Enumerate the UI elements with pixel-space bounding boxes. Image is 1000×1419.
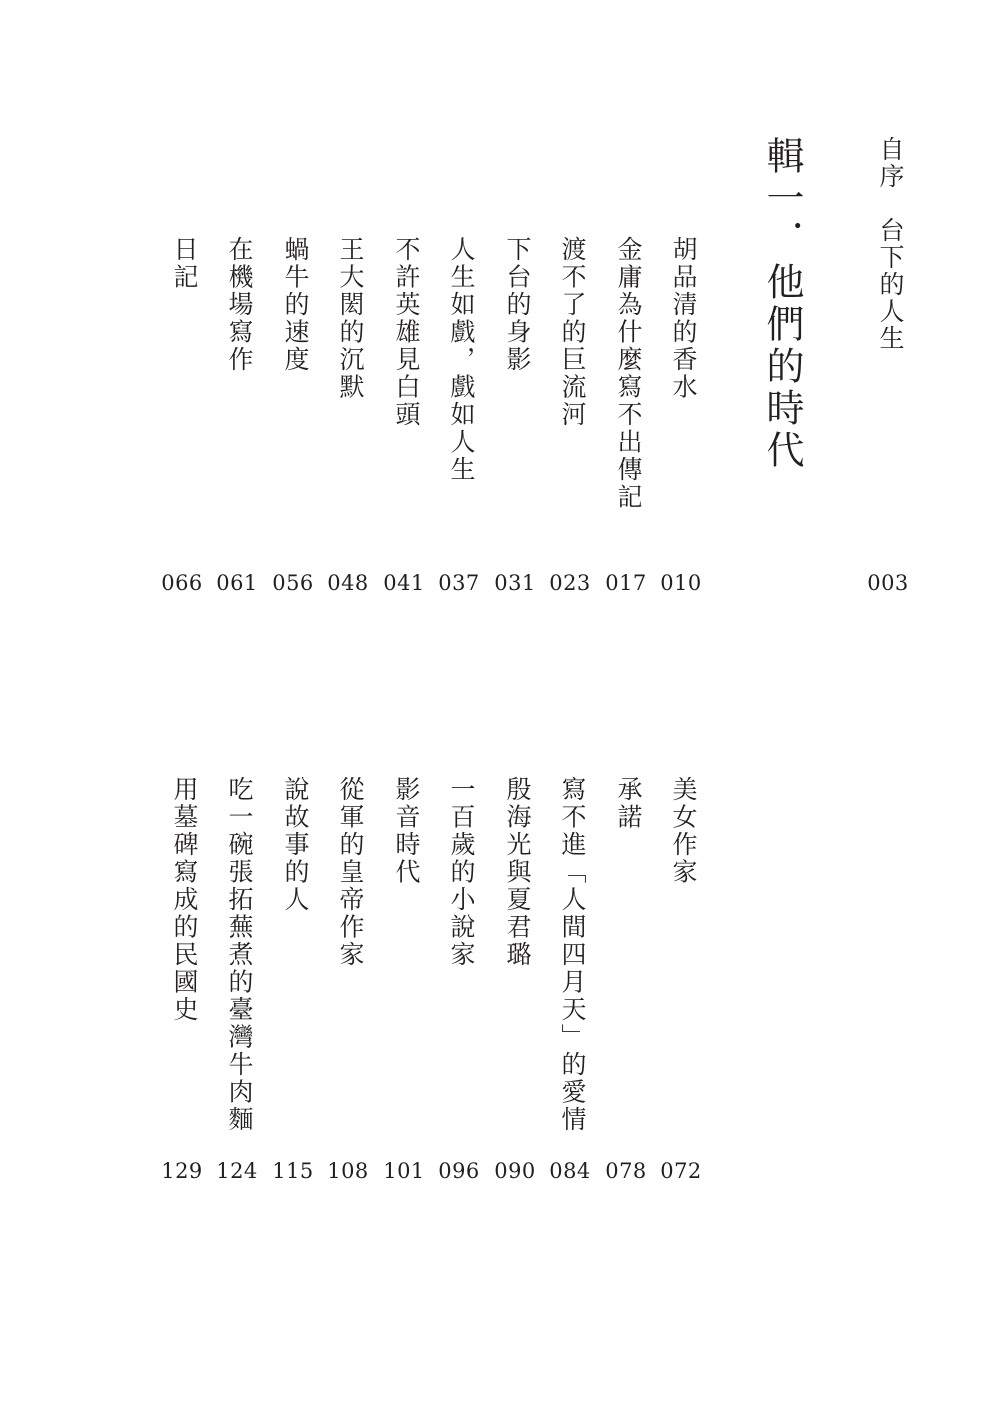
toc-entry-page-number: 041	[383, 571, 425, 595]
toc-entry-title: 不許英雄見白頭	[392, 236, 421, 429]
toc-entry-page-number: 129	[161, 1159, 203, 1183]
toc-entry-title: 從軍的皇帝作家	[336, 776, 365, 969]
toc-entry-title: 殷海光與夏君璐	[503, 776, 532, 969]
toc-entry-title: 美女作家	[669, 776, 698, 886]
toc-entry-title: 吃一碗張拓蕪煮的臺灣牛肉麵	[225, 776, 254, 1134]
toc-entry-title: 胡品清的香水	[669, 236, 698, 401]
toc-entry-title: 用墓碑寫成的民國史	[170, 776, 199, 1024]
toc-entry-title: 承諾	[614, 776, 643, 831]
toc-entry-title: 下台的身影	[503, 236, 532, 374]
toc-entry-page-number: 037	[438, 571, 480, 595]
toc-entry-title: 寫不進「人間四月天」的愛情	[558, 776, 587, 1134]
toc-entry-page-number: 078	[605, 1159, 647, 1183]
section-heading: 輯一．他們的時代	[760, 136, 804, 472]
toc-entry-page-number: 066	[161, 571, 203, 595]
toc-entry-title: 影音時代	[392, 776, 421, 886]
toc-entry-page-number: 084	[549, 1159, 591, 1183]
toc-entry-title: 渡不了的巨流河	[558, 236, 587, 429]
toc-entry-title: 人生如戲，戲如人生	[447, 236, 476, 484]
toc-entry-page-number: 101	[383, 1159, 425, 1183]
toc-entry-page-number: 061	[216, 571, 258, 595]
toc-entry-page-number: 090	[494, 1159, 536, 1183]
toc-entry-title: 一百歲的小說家	[447, 776, 476, 969]
toc-entry-page-number: 115	[272, 1159, 314, 1183]
toc-entry-page-number: 124	[216, 1159, 258, 1183]
toc-entry-page-number: 017	[605, 571, 647, 595]
toc-entry-page-number: 108	[327, 1159, 369, 1183]
toc-entry-page-number: 072	[660, 1159, 702, 1183]
toc-entry-page-number: 023	[549, 571, 591, 595]
toc-entry-page-number: 096	[438, 1159, 480, 1183]
toc-entry-title: 說故事的人	[281, 776, 310, 914]
toc-entry-title: 金庸為什麼寫不出傳記	[614, 236, 643, 511]
toc-entry-page-number: 010	[660, 571, 702, 595]
preface-title: 自序 台下的人生	[876, 136, 905, 352]
toc-entry-title: 蝸牛的速度	[281, 236, 310, 374]
toc-entry-title: 王大閎的沉默	[336, 236, 365, 401]
toc-entry-title: 日記	[170, 236, 199, 291]
toc-entry-page-number: 031	[494, 571, 536, 595]
toc-entry-page-number: 048	[327, 571, 369, 595]
toc-entry-page-number: 056	[272, 571, 314, 595]
preface-page-number: 003	[867, 571, 909, 595]
toc-entry-title: 在機場寫作	[225, 236, 254, 374]
